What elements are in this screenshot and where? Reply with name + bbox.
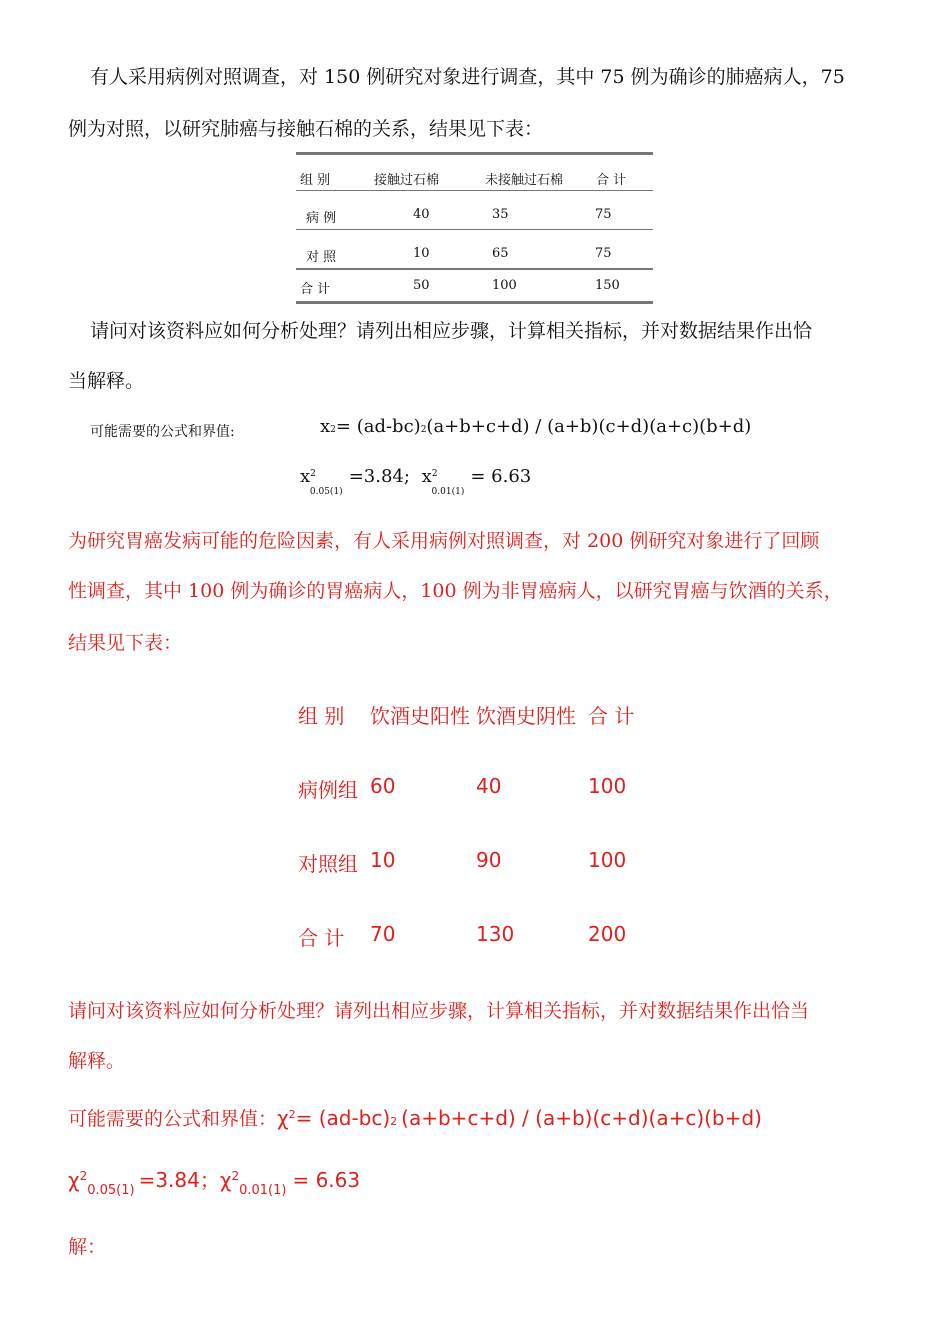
chi-symbol: χ <box>219 1168 232 1192</box>
superscript: 2 <box>288 1108 296 1121</box>
table-header: 组 别 <box>298 704 345 728</box>
superscript: 2 <box>420 425 427 435</box>
formula-numerator: = (ad-bc) <box>335 416 421 437</box>
superscript: 2 <box>310 469 316 479</box>
table-cell: 60 <box>370 774 396 798</box>
table-cell: 200 <box>588 922 627 946</box>
crit-value: = 6.63 <box>470 466 532 487</box>
table-cell: 75 <box>595 246 612 261</box>
q1-critical-values <box>300 466 532 497</box>
crit-value: = 6.63 <box>292 1168 361 1192</box>
chi-symbol: x <box>300 466 311 487</box>
table-cell: 150 <box>595 278 620 293</box>
q1-intro-line1: 有人采用病例对照调查，对 150 例研究对象进行调查，其中 75 例为确诊的肺癌病人，75 <box>90 66 845 88</box>
table-cell: 100 <box>588 848 627 872</box>
table-header: 接触过石棉 <box>374 173 440 188</box>
table-cell: 75 <box>595 207 612 222</box>
chi-symbol: x <box>421 466 432 487</box>
q2-question-line2: 解释。 <box>68 1050 126 1072</box>
table-cell: 合 计 <box>300 282 331 297</box>
table-cell: 40 <box>413 207 430 222</box>
table-rule <box>296 268 653 270</box>
chi-symbol: χ <box>277 1106 289 1130</box>
subscript: 0.05(1) <box>87 1183 135 1198</box>
q1-formula <box>320 416 751 437</box>
table-top-rule <box>296 152 653 155</box>
table-cell: 40 <box>476 774 502 798</box>
table-cell: 90 <box>476 848 502 872</box>
q2-solution-label: 解： <box>68 1236 107 1258</box>
table-rule <box>296 229 653 230</box>
formula-denominator: (a+b+c+d) / (a+b)(c+d)(a+c)(b+d) <box>426 416 752 437</box>
superscript: 2 <box>431 469 438 479</box>
table-header: 合 计 <box>588 704 635 728</box>
table-cell: 100 <box>492 278 517 293</box>
superscript: 2 <box>79 1169 88 1183</box>
table-cell: 70 <box>370 922 396 946</box>
q2-intro-line1: 为研究胃癌发病可能的危险因素，有人采用病例对照调查，对 200 例研究对象进行了回顾 <box>68 530 820 552</box>
crit-value: =3.84; <box>348 466 410 487</box>
table-cell: 50 <box>413 278 430 293</box>
table-header: 未接触过石棉 <box>485 173 564 188</box>
superscript: 2 <box>330 425 336 435</box>
subscript: 0.01(1) <box>239 1183 287 1198</box>
table-cell: 病例组 <box>298 778 358 802</box>
q2-question-line1: 请问对该资料应如何分析处理？请列出相应步骤，计算相关指标，并对数据结果作出恰当 <box>68 1000 810 1022</box>
q2-formula <box>68 1104 762 1131</box>
q2-critical-values <box>68 1164 361 1198</box>
table-cell: 对照组 <box>298 852 358 876</box>
q2-intro-line2: 性调查，其中 100 例为确诊的胃癌病人，100 例为非胃癌病人，以研究胃癌与饮酒的关系， <box>68 580 843 602</box>
table-bottom-rule <box>296 301 653 304</box>
table-header: 合 计 <box>596 173 627 188</box>
chi-symbol: x <box>320 416 331 437</box>
subscript: 0.01(1) <box>431 487 465 497</box>
table-cell: 对 照 <box>306 250 337 265</box>
table-header: 饮酒史阳性 <box>370 704 470 728</box>
table-header: 组 别 <box>300 173 331 188</box>
q1-intro-line2: 例为对照，以研究肺癌与接触石棉的关系，结果见下表： <box>68 118 544 140</box>
q2-intro-line3: 结果见下表： <box>68 632 183 654</box>
formula-denominator: (a+b+c+d) / (a+b)(c+d)(a+c)(b+d) <box>401 1106 762 1130</box>
q1-question-line2: 当解释。 <box>68 370 145 392</box>
table-cell: 10 <box>370 848 396 872</box>
table-cell: 65 <box>492 246 509 261</box>
formula-numerator: = (ad-bc) <box>295 1106 391 1130</box>
table-rule <box>296 190 653 191</box>
table-header: 饮酒史阴性 <box>476 704 576 728</box>
table-cell: 35 <box>492 207 509 222</box>
q1-table <box>296 152 653 304</box>
q1-formula-label: 可能需要的公式和界值: <box>90 424 235 440</box>
table-cell: 病 例 <box>306 211 337 226</box>
subscript: 0.05(1) <box>309 487 343 497</box>
q1-question-line1: 请问对该资料应如何分析处理？请列出相应步骤，计算相关指标，并对数据结果作出恰 <box>90 320 813 342</box>
superscript: 2 <box>390 1115 398 1128</box>
table-cell: 100 <box>588 774 627 798</box>
table-cell: 130 <box>476 922 515 946</box>
crit-value: =3.84； <box>138 1168 220 1192</box>
chi-symbol: χ <box>68 1168 80 1192</box>
table-cell: 合 计 <box>298 926 345 950</box>
superscript: 2 <box>231 1169 240 1183</box>
table-cell: 10 <box>413 246 430 261</box>
q2-formula-label: 可能需要的公式和界值： <box>68 1108 278 1130</box>
